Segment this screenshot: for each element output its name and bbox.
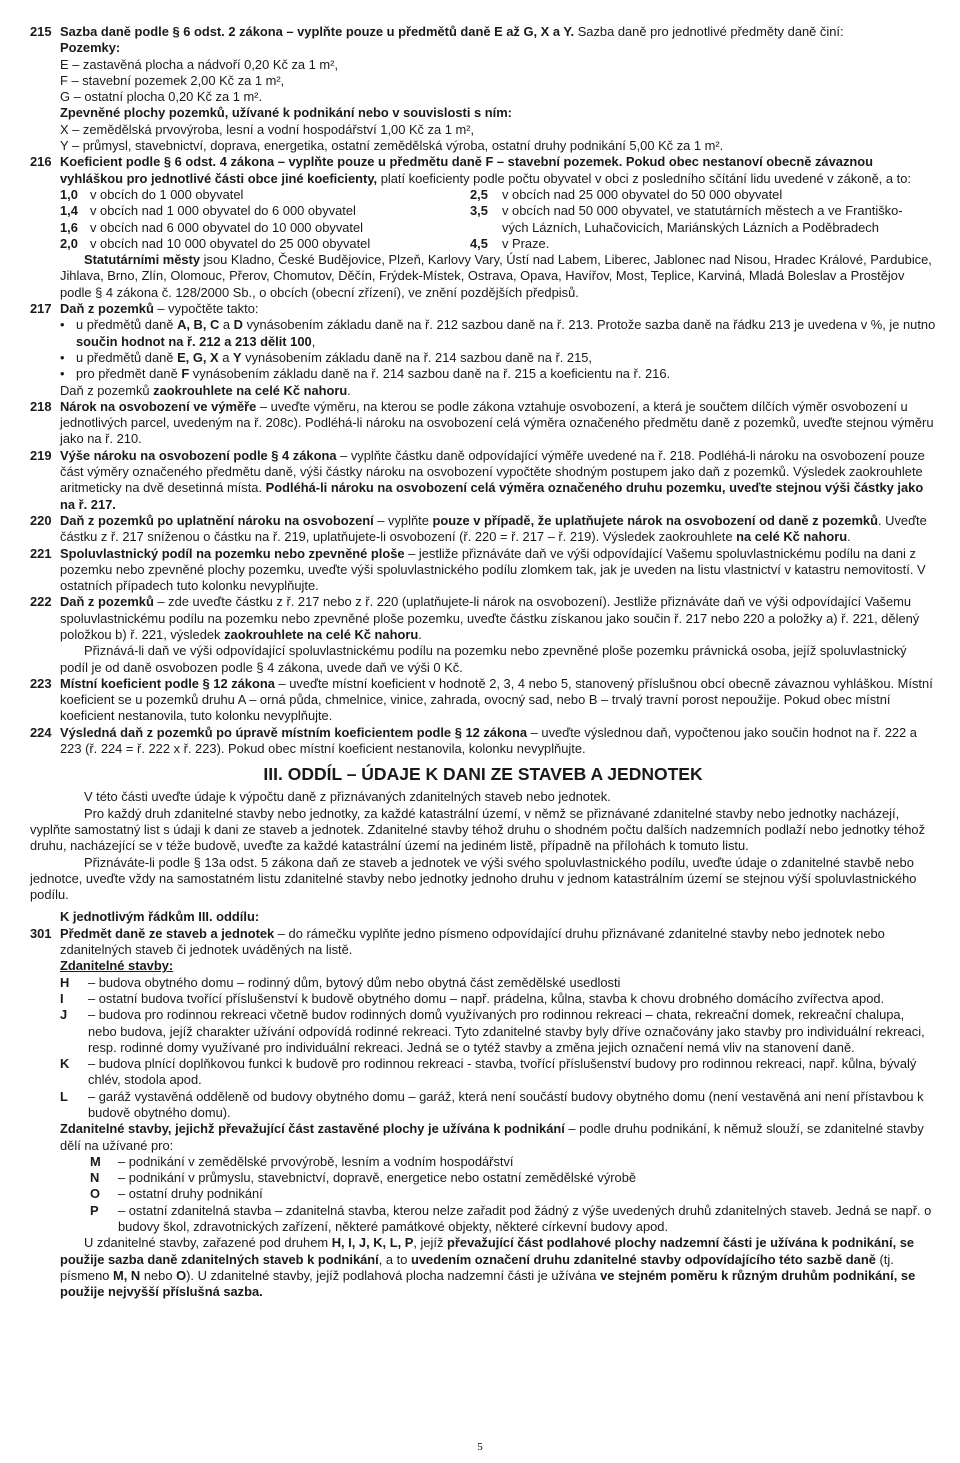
bullet-icon: • [60,366,65,382]
item-301: 301 Předmět daně ze staveb a jednotek – do rámečku vyplňte jedno písmeno odpovídající druhu přiznávané zdanitelné stavby nebo jednotek nebo zdanitelných staveb či jednotek uváděných na listě. [30,925,885,958]
statutory-cities-paragraph: Statutárními městy jsou Kladno, České Budějovice, Plzeň, Karlovy Vary, Ústí nad Labem, Liberec, Jablonec nad Nisou, Hradec Králové, Pardubice, Jihlava, Brno, Zlín, Olomouc, Přerov, Chomutov, Děčín, Frýdek-Místek, Ostrava, Opava, Havířov, Most, Teplice, Karviná, Mladá Boleslav a Prostějov podle § 4 zákona č. 128/2000 Sb., o obcích (obecní zřízení), ve znění pozdějších předpisů. [60,252,932,300]
section-paragraph: Přiznáváte-li podle § 13a odst. 5 zákona daň ze staveb a jednotek ve výši svého spoluvlastnického podílu, uveďte údaje o zdanitelné stavbě nebo jednotce, uveďte vždy na samostatném listu zdanitelné stavby nebo jednotky jednoho druhu v jednom katastrálním území se stejnou výší spoluvlastnického podílu. [30,854,917,903]
coef-value: 1,6 [60,219,78,235]
item-heading: Výše nároku na osvobození podle § 4 zákona [60,447,337,463]
item-220: 220 Daň z pozemků po uplatnění nároku na osvobození – vyplňte pouze v případě, že uplatňujete nárok na osvobození od daně z pozemků. Uveďte částku z ř. 217 sníženou o částku na ř. 219, uplatňujete-li osvobození (ř. 220 = ř. 217 – ř. 219). Výsledek zaokrouhlete na celé Kč nahoru. [30,512,927,545]
coef-value: 3,5 [470,203,488,219]
building-code: L [60,1088,68,1104]
section-title: III. ODDÍL – ÚDAJE K DANI ZE STAVEB A JEDNOTEK [263,764,703,785]
item-heading: Předmět daně ze staveb a jednotek [60,925,275,941]
item-number: 218 [30,398,52,414]
building-code-row: I – ostatní budova tvořící příslušenství k budově obytného domu – např. prádelna, kůlna, stavba k chovu drobného domácího zvířectva apod. [60,990,885,1006]
building-code: K [60,1056,70,1072]
coefficient-table [60,187,936,252]
item-number: 216 [30,154,52,170]
item-heading: Daň z pozemků [60,301,154,317]
coef-value [470,220,502,236]
item-number: 220 [30,512,52,528]
rounding-note: Daň z pozemků zaokrouhlete na celé Kč nahoru. [60,382,351,398]
building-code-row: L – garáž vystavěná odděleně od budovy obytného domu – garáž, která není součástí budovy obytného domu (není vestavěná ani není přístavbou k budově obytného domu). [60,1088,924,1120]
building-code: H [60,974,70,990]
item-219: 219 Výše nároku na osvobození podle § 4 zákona – vyplňte částku daně odpovídající výměře uvedené na ř. 218. Podléhá-li nároku na osvobození pouze část výměry označeného předmětu daně, výši částky nároku na osvobození vypočtěte shodným postupem jako daň z pozemků. Výsledek zaokrouhlete aritmeticky na dvě desetinná místa. Podléhá-li nároku na osvobození celá výměra označeného druhu pozemku, uveďte stejnou výši částky jako na ř. 217. [30,447,925,512]
business-code-row: M – podnikání v zemědělské prvovýrobě, lesním a vodním hospodářství [90,1153,514,1169]
coef-text: v obcích nad 6 000 obyvatel do 10 000 obyvatel [90,219,364,235]
bullet-icon: • [60,349,65,365]
coef-text: v obcích nad 10 000 obyvatel do 25 000 obyvatel [90,235,371,251]
rows-heading: K jednotlivým řádkům III. oddílu: [60,909,260,925]
item-heading: Koeficient podle § 6 odst. 4 zákona – vyplňte pouze u předmětu daně F – stavební pozemek. Pokud obec nestanoví obecně závaznou vyhláškou pro jednotlivé části obce jiné koeficienty, [60,154,874,186]
coef-text: v obcích do 1 000 obyvatel [90,186,244,202]
business-code-row: O – ostatní druhy podnikání [90,1186,263,1202]
coef-value: 1,0 [60,186,78,202]
item-number: 221 [30,545,52,561]
bullet-item: • pro předmět daně F vynásobením základu daně na ř. 214 sazbou daně na ř. 215 a koeficientu na ř. 216. [60,366,671,382]
business-code: P [90,1202,99,1218]
coef-text: v Praze. [502,235,550,251]
item-222: 222 Daň z pozemků – zde uveďte částku z ř. 217 nebo z ř. 220 (uplatňujete-li nárok na osvobození). Jestliže přiznáváte daň ve výši odpovídající Vašemu spoluvlastnickému podílu na pozemku nebo zpevněné ploše pozemku, uveďte částku získanou jako součin ř. 217 nebo 220 a položky a) ř. 221, dělený položkou b) ř. 221, výsledek zaokrouhlete na celé Kč nahoru. [30,594,920,642]
co-owner-paragraph: Přiznává-li daň ve výši odpovídající spoluvlastnickému podílu na pozemku nebo zpevněné ploše pozemku právnická osoba, jejíž spoluvlastnický podíl je od daně osvobozen podle § 4 zákona, uvede daň ve výši 0 Kč. [60,643,907,675]
item-number: 301 [30,925,52,941]
building-code-row: J – budova pro rodinnou rekreaci včetně budov rodinných domů využívaných pro rodinnou rekreaci – chata, rekreační domek, rekreační chalupa, nebo budova, jejíž charakter užívání odpovídá rodinné rekreaci. Tyto zdanitelné stavby byly dříve označovány jako stavby pro individuální rekreaci, resp. rodinné domy využívané pro individuální rekreaci. Jedná se o tytéž stavby a změna jejich označení nemá vliv na stanovení daně. [60,1007,925,1055]
item-number: 223 [30,675,52,691]
business-buildings-paragraph: Zdanitelné stavby, jejichž převažující část zastavěné plochy je užívána k podnikání – podle druhu podnikání, k němuž slouží, se zdanitelné stavby dělí na užívané pro: [60,1121,924,1153]
item-218: 218 Nárok na osvobození ve výměře – uveďte výměru, na kterou se podle zákona vztahuje osvobození, a která je součtem dílčích výměr osvobození u jednotlivých parcel, uvedeným na ř. 208c). Podléhá-li nároku na osvobození celá výměra označeného předmětu daně z pozemků, uveďte stejnou výměru jako na ř. 210. [30,398,934,447]
item-number: 222 [30,594,52,610]
item-number: 219 [30,447,52,463]
bullet-icon: • [60,317,65,333]
business-code-row: N – podnikání v průmyslu, stavebnictví, dopravě, energetice nebo ostatní zemědělské výrobě [90,1170,637,1186]
item-heading: Daň z pozemků [60,594,154,610]
coef-value: 2,5 [470,186,488,202]
item-217: 217 Daň z pozemků – vypočtěte takto: [30,301,259,317]
page-number: 5 [477,1441,483,1453]
coef-text: v obcích nad 1 000 obyvatel do 6 000 obyvatel [90,203,356,219]
item-number: 215 [30,24,52,39]
item-heading: Místní koeficient podle § 12 zákona [60,675,275,691]
item-number: 217 [30,301,52,317]
item-heading: Výsledná daň z pozemků po úpravě místním koeficientem podle § 12 zákona [60,724,528,740]
business-code-row: P – ostatní zdanitelná stavba – zdanitelná stavba, kterou nelze zařadit pod žádný z výše uvedených druhů zdanitelných staveb. Jedná se např. o budovy škol, zdravotnických zařízení, některé památkové objekty, některé církevní budovy apod. [90,1202,932,1235]
business-code: N [90,1170,100,1186]
coef-text: v obcích nad 50 000 obyvatel, ve statutárních městech a ve Františko- [502,203,903,219]
section-paragraph: V této části uveďte údaje k výpočtu daně z přiznávaných zdanitelných staveb nebo jednotek. [84,789,611,805]
taxable-buildings-heading: Zdanitelné stavby: [60,958,174,974]
item-224: 224 Výsledná daň z pozemků po úpravě místním koeficientem podle § 12 zákona – uveďte výslednou daň, vypočtenou jako součin hodnot na ř. 222 a 223 (ř. 224 = ř. 222 x ř. 223). Pokud obec místní koeficient nestanovila, kolonku nevyplňujte. [30,724,917,757]
building-code: J [60,1007,68,1023]
coef-text: v obcích nad 25 000 obyvatel do 50 000 obyvatel [502,186,783,202]
section-paragraph: Pro každý druh zdanitelné stavby nebo jednotky, za každé katastrální území, v němž se přiznávané zdanitelné stavby nebo jednotky nacházejí, vyplňte samostatný list s údaji k dani ze staveb a jednotek. Zdanitelné stavby téhož druhu o shodném počtu dalších nadzemních podlaží nebo jednotky téhož druhu, nacházející se v téže budově, uveďte za každé katastrální území na jediném listě, případně na přílohách k tomuto listu. [30,805,926,854]
bullet-item: • u předmětů daně A, B, C a D vynásobením základu daně na ř. 212 sazbou daně na ř. 213. Protože sazba daně na řádku 213 je uvedena v %, je nutno součin hodnot na ř. 212 a 213 dělit 100, [60,317,936,349]
building-code-row: H – budova obytného domu – rodinný dům, bytový dům nebo obytná část zemědělské usedlosti [60,974,621,990]
bullet-item: • u předmětů daně E, G, X a Y vynásobením základu daně na ř. 214 sazbou daně na ř. 215, [60,349,593,365]
item-heading: Spoluvlastnický podíl na pozemku nebo zpevněné ploše [60,545,405,561]
coef-value: 2,0 [60,235,78,251]
business-code: M [90,1153,101,1169]
building-code: I [60,990,64,1006]
coef-text: vých Lázních, Luhačovicích, Mariánských Lázních a Poděbradech [502,219,879,235]
item-221: 221 Spoluvlastnický podíl na pozemku nebo zpevněné ploše – jestliže přiznáváte daň ve výši odpovídající Vašemu spoluvlastnickému podílu na dani z pozemku nebo zpevněné plochy pozemku, uveďte výši spoluvlastnického podílu zlomkem tak, jak je uveden na listu vlastnictví v katastru nemovitostí. V ostatních případech tuto kolonku nevyplňujte. [30,545,926,594]
coef-value: 4,5 [470,235,488,251]
item-heading: Daň z pozemků po uplatnění nároku na osvobození [60,512,374,528]
business-code: O [90,1186,101,1202]
item-215: 215 Sazba daně podle § 6 odst. 2 zákona – vyplňte pouze u předmětů daně E až G, X a Y. Sazba daně pro jednotlivé předměty daně činí: Pozemky: E – zastavěná plocha a nádvoří 0,20 Kč za 1 m², F – stavební pozemek 2,00 Kč za 1 m², G – ostatní plocha 0,20 Kč za 1 m². Zpevněné plochy pozemků, užívané k podnikání nebo v souvislosti s ním: X – zemědělská prvovýroba, lesní a vodní hospodářství 1,00 Kč za 1 m², Y – průmysl, stavebnictví, doprava, energetika, ostatní zemědělská výroba, ostatní druhy podnikání 5,00 Kč za 1 m². [30,24,844,154]
coef-value: 1,4 [60,203,78,219]
item-number: 224 [30,724,52,740]
item-223: 223 Místní koeficient podle § 12 zákona – uveďte místní koeficient v hodnotě 2, 3, 4 nebo 5, stanovený příslušnou obcí obecně závaznou vyhláškou. Místní koeficient se u pozemků druhu A – orná půda, chmelnice, vinice, zahrada, ovocný sad, nebo B – trvalý travní porost nepoužije. Pokud obec místní koeficient nestanovila, tuto kolonku nevyplňujte. [30,675,933,724]
building-code-row: K – budova plnící doplňkovou funkci k budově pro rodinnou rekreaci - stavba, tvořící příslušenství budovy pro rodinnou rekreaci, např. kůlna, bývalý chlév, stodola apod. [60,1056,917,1088]
item-heading: Nárok na osvobození ve výměře [60,398,257,414]
final-paragraph: U zdanitelné stavby, zařazené pod druhem H, I, J, K, L, P, jejíž převažující část podlahové plochy nadzemní části je užívána k podnikání, se použije sazba daně zdanitelných staveb k podnikání, a to uvedením označení druhu zdanitelné stavby odpovídajícího této sazbě daně (tj. písmeno M, N nebo O). U zdanitelné stavby, jejíž podlahová plocha nadzemní části je užívána ve stejném poměru k různým druhům podnikání, se použije nejvyšší příslušná sazba. [60,1235,916,1300]
item-heading: Sazba daně podle § 6 odst. 2 zákona – vyplňte pouze u předmětů daně E až G, X a Y. [60,24,575,39]
item-216: 216 Koeficient podle § 6 odst. 4 zákona – vyplňte pouze u předmětu daně F – stavební pozemek. Pokud obec nestanoví obecně závaznou vyhláškou pro jednotlivé části obce jiné koeficienty, platí koeficienty podle počtu obyvatel v obci z posledního sčítání lidu uvedené v zákoně, a to: [30,154,911,186]
